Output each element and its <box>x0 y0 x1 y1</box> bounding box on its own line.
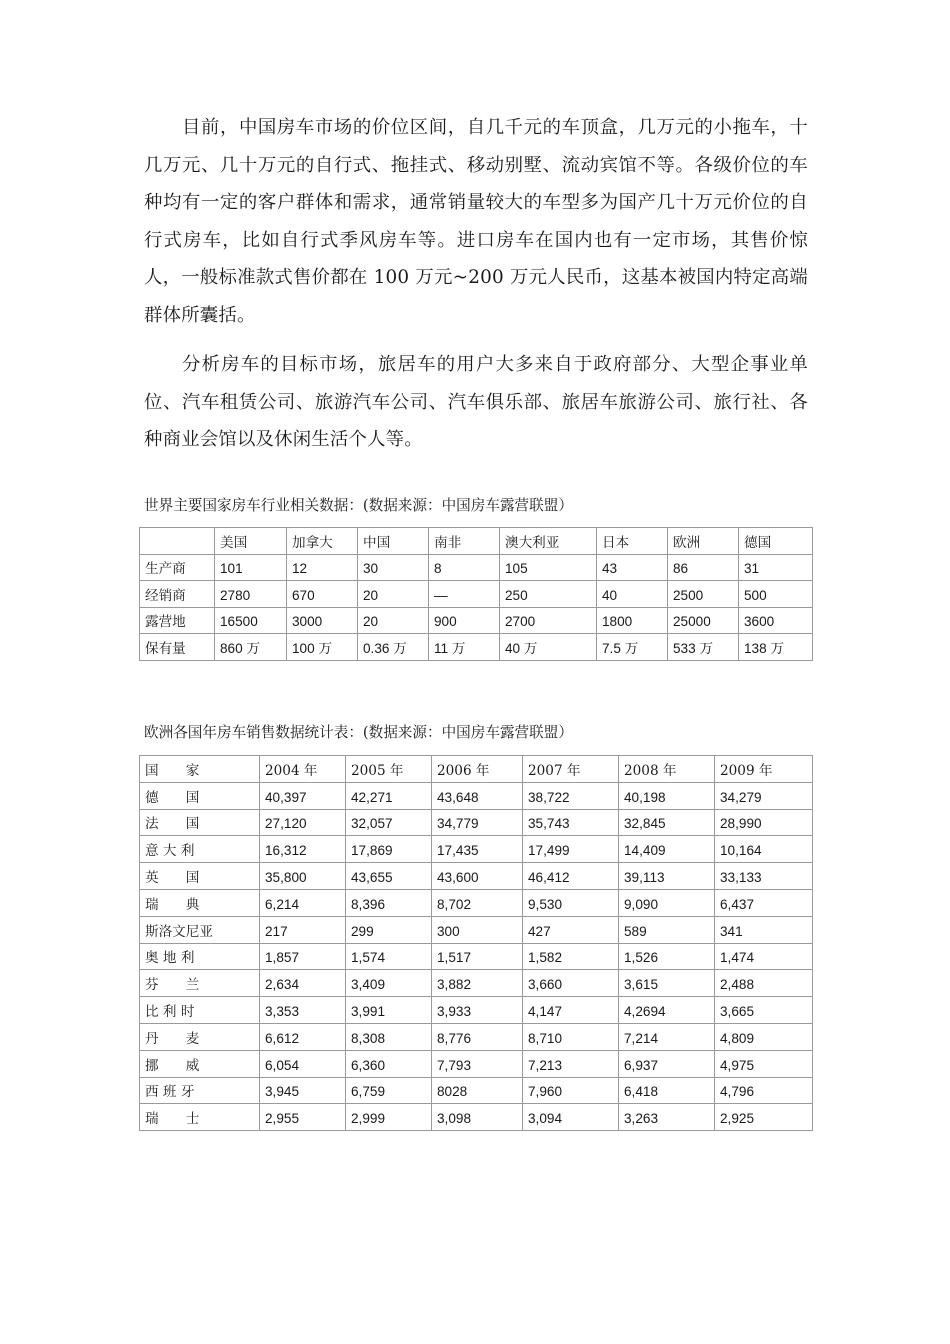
table-cell: 3,991 <box>346 997 432 1024</box>
table-cell: 2,488 <box>715 970 813 997</box>
table-cell: 86 <box>668 554 739 581</box>
row-label: 生产商 <box>140 554 215 581</box>
table-cell: 16,312 <box>260 836 346 863</box>
table-cell: 30 <box>358 554 429 581</box>
table-cell: 2,634 <box>260 970 346 997</box>
table-cell: 4,2694 <box>619 997 715 1024</box>
table-cell: 28,990 <box>715 809 813 836</box>
table-cell: 589 <box>619 916 715 943</box>
table-cell: 533 万 <box>668 634 739 661</box>
table-cell: 8028 <box>432 1077 523 1104</box>
table-cell: 3000 <box>287 607 358 634</box>
row-label: 丹 麦 <box>140 1023 260 1050</box>
row-label: 芬 兰 <box>140 970 260 997</box>
table-cell: 3,933 <box>432 997 523 1024</box>
table-cell: 42,271 <box>346 782 432 809</box>
table-cell: 35,800 <box>260 863 346 890</box>
table-row <box>140 782 813 809</box>
row-label: 奥 地 利 <box>140 943 260 970</box>
table-cell: 100 万 <box>287 634 358 661</box>
table-cell: 39,113 <box>619 863 715 890</box>
table-cell: 7,214 <box>619 1023 715 1050</box>
table-cell: 2,955 <box>260 1104 346 1131</box>
column-header: 中国 <box>358 528 429 555</box>
table-row <box>140 943 813 970</box>
column-header: 加拿大 <box>287 528 358 555</box>
table1-caption: 世界主要国家房车行业相关数据：(数据来源：中国房车露营联盟） <box>144 497 573 514</box>
table-cell: 3,353 <box>260 997 346 1024</box>
table-cell: 6,360 <box>346 1050 432 1077</box>
table-header-row <box>140 528 813 555</box>
table-row <box>140 1050 813 1077</box>
table-cell: 46,412 <box>523 863 619 890</box>
table-cell: 6,759 <box>346 1077 432 1104</box>
table-cell: 40 万 <box>500 634 597 661</box>
table-cell: 8,308 <box>346 1023 432 1050</box>
column-header: 日本 <box>597 528 668 555</box>
row-label: 瑞 典 <box>140 889 260 916</box>
table-cell: 1,857 <box>260 943 346 970</box>
table-cell: 7,960 <box>523 1077 619 1104</box>
row-label: 德 国 <box>140 782 260 809</box>
table-cell: 14,409 <box>619 836 715 863</box>
table-cell: 8,702 <box>432 889 523 916</box>
table-corner-cell: 国 家 <box>140 756 260 783</box>
table-cell: 40 <box>597 581 668 608</box>
column-header: 南非 <box>429 528 500 555</box>
table-row <box>140 1023 813 1050</box>
table-cell: 20 <box>358 581 429 608</box>
table-cell: 7,793 <box>432 1050 523 1077</box>
table-cell: 11 万 <box>429 634 500 661</box>
table-cell: 300 <box>432 916 523 943</box>
paragraph-price-range: 目前，中国房车市场的价位区间，自几千元的车顶盒，几万元的小拖车，十几万元、几十万元的自行式、拖挂式、移动别墅、流动宾馆不等。各级价位的车种均有一定的客户群体和需求，通常销量较大的车型多为国产几十万元价位的自行式房车，比如自行式季风房车等。进口房车在国内也有一定市场，其售价惊人，一般标准款式售价都在 100 万元~200 万元人民币，这基本被国内特定高端群体所囊括。 <box>144 117 808 326</box>
row-label: 比 利 时 <box>140 997 260 1024</box>
table-cell: 10,164 <box>715 836 813 863</box>
table-cell: 34,779 <box>432 809 523 836</box>
table-cell: 6,612 <box>260 1023 346 1050</box>
column-header: 2004 年 <box>260 756 346 783</box>
table-cell: 670 <box>287 581 358 608</box>
table-cell: 40,397 <box>260 782 346 809</box>
table-cell: 2700 <box>500 607 597 634</box>
table-cell: 32,057 <box>346 809 432 836</box>
table-cell: 34,279 <box>715 782 813 809</box>
table-cell: 4,796 <box>715 1077 813 1104</box>
table-cell: — <box>429 581 500 608</box>
table-cell: 6,214 <box>260 889 346 916</box>
table-cell: 3,660 <box>523 970 619 997</box>
table-cell: 7,213 <box>523 1050 619 1077</box>
table-row <box>140 863 813 890</box>
table-cell: 105 <box>500 554 597 581</box>
table-cell: 250 <box>500 581 597 608</box>
table-row <box>140 970 813 997</box>
table-cell: 427 <box>523 916 619 943</box>
row-label: 经销商 <box>140 581 215 608</box>
table-cell: 4,809 <box>715 1023 813 1050</box>
table-cell: 12 <box>287 554 358 581</box>
row-label: 斯洛文尼亚 <box>140 916 260 943</box>
table-cell: 25000 <box>668 607 739 634</box>
table-corner-cell <box>140 528 215 555</box>
table-cell: 6,437 <box>715 889 813 916</box>
table-cell: 43,655 <box>346 863 432 890</box>
table-cell: 2,999 <box>346 1104 432 1131</box>
table-cell: 16500 <box>215 607 287 634</box>
table-cell: 3,263 <box>619 1104 715 1131</box>
table-cell: 6,937 <box>619 1050 715 1077</box>
table-cell: 1800 <box>597 607 668 634</box>
table-cell: 38,722 <box>523 782 619 809</box>
table-cell: 17,499 <box>523 836 619 863</box>
table-cell: 217 <box>260 916 346 943</box>
world-rv-industry-table <box>139 527 813 661</box>
table-cell: 1,574 <box>346 943 432 970</box>
table-cell: 8 <box>429 554 500 581</box>
table-cell: 32,845 <box>619 809 715 836</box>
table-cell: 1,517 <box>432 943 523 970</box>
table-cell: 4,975 <box>715 1050 813 1077</box>
table-cell: 27,120 <box>260 809 346 836</box>
table-cell: 35,743 <box>523 809 619 836</box>
table-row <box>140 1077 813 1104</box>
row-label: 意 大 利 <box>140 836 260 863</box>
column-header: 澳大利亚 <box>500 528 597 555</box>
table-cell: 43 <box>597 554 668 581</box>
column-header: 2008 年 <box>619 756 715 783</box>
table-cell: 7.5 万 <box>597 634 668 661</box>
row-label: 挪 威 <box>140 1050 260 1077</box>
table2-caption: 欧洲各国年房车销售数据统计表：(数据来源：中国房车露营联盟） <box>144 724 573 741</box>
table-header-row <box>140 756 813 783</box>
table-cell: 860 万 <box>215 634 287 661</box>
table-cell: 8,776 <box>432 1023 523 1050</box>
table-cell: 33,133 <box>715 863 813 890</box>
table-row <box>140 607 813 634</box>
paragraph-target-market: 分析房车的目标市场，旅居车的用户大多来自于政府部分、大型企事业单位、汽车租赁公司、旅游汽车公司、汽车俱乐部、旅居车旅游公司、旅行社、各种商业会馆以及休闲生活个人等。 <box>144 354 808 450</box>
table-cell: 3600 <box>739 607 813 634</box>
table-row <box>140 997 813 1024</box>
table-cell: 6,418 <box>619 1077 715 1104</box>
table-cell: 900 <box>429 607 500 634</box>
table-row <box>140 581 813 608</box>
row-label: 法 国 <box>140 809 260 836</box>
table-cell: 9,530 <box>523 889 619 916</box>
column-header: 2009 年 <box>715 756 813 783</box>
column-header: 2005 年 <box>346 756 432 783</box>
table-cell: 8,710 <box>523 1023 619 1050</box>
column-header: 德国 <box>739 528 813 555</box>
table-row <box>140 916 813 943</box>
table-cell: 43,600 <box>432 863 523 890</box>
table-row <box>140 634 813 661</box>
table-cell: 2500 <box>668 581 739 608</box>
row-label: 瑞 士 <box>140 1104 260 1131</box>
column-header: 美国 <box>215 528 287 555</box>
table-cell: 2780 <box>215 581 287 608</box>
table-cell: 3,098 <box>432 1104 523 1131</box>
table-cell: 3,409 <box>346 970 432 997</box>
table-cell: 3,094 <box>523 1104 619 1131</box>
row-label: 露营地 <box>140 607 215 634</box>
table-cell: 1,526 <box>619 943 715 970</box>
table-cell: 138 万 <box>739 634 813 661</box>
table-cell: 0.36 万 <box>358 634 429 661</box>
table-cell: 101 <box>215 554 287 581</box>
table-cell: 40,198 <box>619 782 715 809</box>
table-cell: 2,925 <box>715 1104 813 1131</box>
table-cell: 43,648 <box>432 782 523 809</box>
table-cell: 9,090 <box>619 889 715 916</box>
row-label: 保有量 <box>140 634 215 661</box>
table-cell: 4,147 <box>523 997 619 1024</box>
table-cell: 20 <box>358 607 429 634</box>
table-cell: 3,665 <box>715 997 813 1024</box>
table-cell: 8,396 <box>346 889 432 916</box>
europe-rv-sales-table <box>139 755 813 1131</box>
table-cell: 341 <box>715 916 813 943</box>
table-cell: 17,869 <box>346 836 432 863</box>
column-header: 2007 年 <box>523 756 619 783</box>
column-header: 欧洲 <box>668 528 739 555</box>
table-row <box>140 836 813 863</box>
table-cell: 299 <box>346 916 432 943</box>
table-cell: 3,945 <box>260 1077 346 1104</box>
table-cell: 1,474 <box>715 943 813 970</box>
row-label: 英 国 <box>140 863 260 890</box>
table-row <box>140 889 813 916</box>
table-cell: 500 <box>739 581 813 608</box>
table-cell: 17,435 <box>432 836 523 863</box>
table-cell: 3,615 <box>619 970 715 997</box>
column-header: 2006 年 <box>432 756 523 783</box>
table-cell: 1,582 <box>523 943 619 970</box>
table-cell: 6,054 <box>260 1050 346 1077</box>
table-row <box>140 809 813 836</box>
table-cell: 31 <box>739 554 813 581</box>
row-label: 西 班 牙 <box>140 1077 260 1104</box>
table-row <box>140 554 813 581</box>
table-cell: 3,882 <box>432 970 523 997</box>
table-row <box>140 1104 813 1131</box>
